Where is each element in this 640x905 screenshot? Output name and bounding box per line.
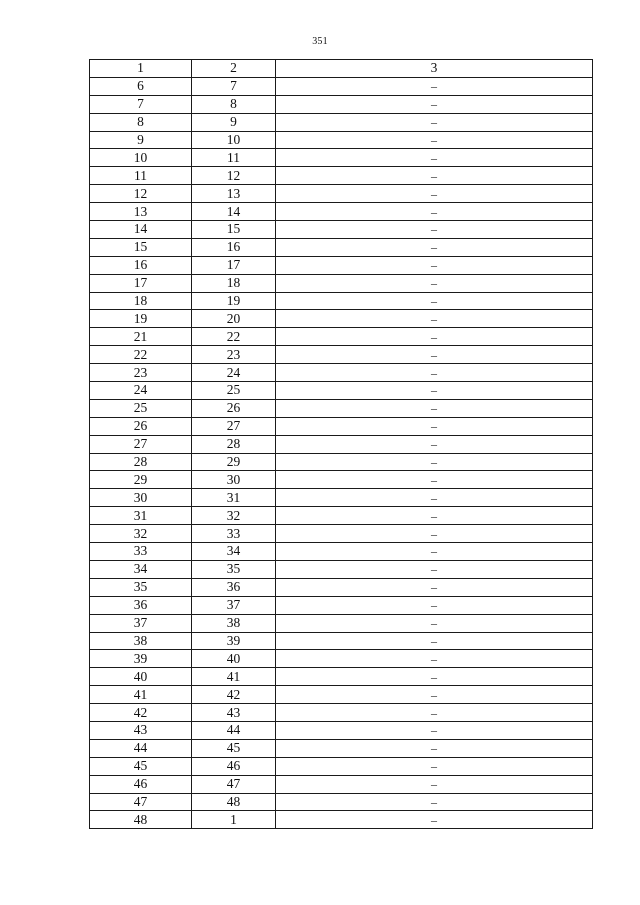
table-cell-col-3: – [276,274,593,292]
table-cell-col-1: 42 [90,704,192,722]
table-cell-col-2: 40 [192,650,276,668]
table-cell-col-3: – [276,203,593,221]
table-cell-col-3: – [276,328,593,346]
table-cell-col-1: 36 [90,596,192,614]
table-row [90,596,593,614]
table-cell-col-3: – [276,632,593,650]
column-header-2: 2 [192,60,276,78]
table-cell-col-1: 14 [90,221,192,239]
table-cell-col-1: 16 [90,256,192,274]
table-cell-col-1: 24 [90,382,192,400]
table-row [90,775,593,793]
table-cell-col-3: – [276,399,593,417]
table-row [90,811,593,829]
table-cell-col-2: 12 [192,167,276,185]
table-cell-col-2: 19 [192,292,276,310]
table-cell-col-3: – [276,364,593,382]
table-cell-col-1: 18 [90,292,192,310]
table-row [90,471,593,489]
table-cell-col-2: 10 [192,131,276,149]
table-cell-col-3: – [276,346,593,364]
table-cell-col-2: 27 [192,417,276,435]
table-cell-col-3: – [276,668,593,686]
table-cell-col-3: – [276,614,593,632]
table-row [90,453,593,471]
table-cell-col-2: 15 [192,221,276,239]
table-row [90,346,593,364]
table-cell-col-2: 48 [192,793,276,811]
table-row [90,167,593,185]
table-cell-col-2: 34 [192,543,276,561]
table-row [90,113,593,131]
table-row [90,507,593,525]
table-cell-col-1: 38 [90,632,192,650]
table-cell-col-3: – [276,77,593,95]
table-cell-col-1: 43 [90,721,192,739]
table-row [90,543,593,561]
table-cell-col-1: 10 [90,149,192,167]
table-row [90,525,593,543]
table-cell-col-2: 42 [192,686,276,704]
table-row [90,149,593,167]
column-header-3: 3 [276,60,593,78]
table-cell-col-3: – [276,310,593,328]
table-row [90,203,593,221]
table-cell-col-1: 35 [90,578,192,596]
table-cell-col-1: 22 [90,346,192,364]
table-row [90,489,593,507]
table-cell-col-2: 30 [192,471,276,489]
table-cell-col-1: 47 [90,793,192,811]
table-cell-col-1: 11 [90,167,192,185]
table-cell-col-3: – [276,686,593,704]
table-cell-col-2: 20 [192,310,276,328]
table-cell-col-3: – [276,417,593,435]
table-cell-col-3: – [276,650,593,668]
table-cell-col-2: 32 [192,507,276,525]
table-cell-col-1: 9 [90,131,192,149]
table-cell-col-1: 27 [90,435,192,453]
table-cell-col-2: 7 [192,77,276,95]
table-row [90,256,593,274]
table-cell-col-1: 12 [90,185,192,203]
table-row [90,650,593,668]
table-cell-col-2: 17 [192,256,276,274]
table-cell-col-2: 13 [192,185,276,203]
table-cell-col-2: 11 [192,149,276,167]
table-cell-col-2: 29 [192,453,276,471]
table-cell-col-2: 46 [192,757,276,775]
table-cell-col-1: 21 [90,328,192,346]
table-cell-col-3: – [276,185,593,203]
table-cell-col-2: 9 [192,113,276,131]
table-cell-col-1: 32 [90,525,192,543]
table-cell-col-2: 36 [192,578,276,596]
page-number: 351 [312,36,328,47]
table-cell-col-2: 33 [192,525,276,543]
column-header-1: 1 [90,60,192,78]
table-cell-col-1: 39 [90,650,192,668]
table-cell-col-2: 44 [192,721,276,739]
table-row [90,686,593,704]
table-cell-col-1: 25 [90,399,192,417]
header-row [90,60,593,78]
table-cell-col-2: 25 [192,382,276,400]
table-cell-col-2: 22 [192,328,276,346]
table-cell-col-3: – [276,95,593,113]
table-row [90,614,593,632]
table-cell-col-2: 26 [192,399,276,417]
table-cell-col-2: 16 [192,238,276,256]
table-cell-col-1: 6 [90,77,192,95]
table-cell-col-3: – [276,149,593,167]
table-cell-col-1: 44 [90,739,192,757]
table-row [90,185,593,203]
table-cell-col-2: 39 [192,632,276,650]
table-row [90,578,593,596]
table-cell-col-1: 45 [90,757,192,775]
table-body [90,77,593,828]
table-cell-col-3: – [276,543,593,561]
table-cell-col-2: 8 [192,95,276,113]
table-cell-col-1: 13 [90,203,192,221]
table-cell-col-2: 24 [192,364,276,382]
table-cell-col-1: 40 [90,668,192,686]
table-cell-col-3: – [276,739,593,757]
table-cell-col-2: 45 [192,739,276,757]
table-cell-col-3: – [276,382,593,400]
table-cell-col-3: – [276,704,593,722]
table-row [90,364,593,382]
table-row [90,560,593,578]
table-cell-col-3: – [276,721,593,739]
table-cell-col-3: – [276,238,593,256]
table-cell-col-2: 31 [192,489,276,507]
table-cell-col-2: 1 [192,811,276,829]
table-cell-col-3: – [276,811,593,829]
table-row [90,328,593,346]
table-cell-col-2: 41 [192,668,276,686]
table-row [90,221,593,239]
table-header [90,60,593,78]
table-cell-col-1: 28 [90,453,192,471]
table-cell-col-3: – [276,775,593,793]
table-cell-col-3: – [276,793,593,811]
table-cell-col-3: – [276,489,593,507]
table-row [90,131,593,149]
table-cell-col-3: – [276,525,593,543]
table-cell-col-1: 31 [90,507,192,525]
table-cell-col-3: – [276,453,593,471]
table-cell-col-3: – [276,167,593,185]
table-cell-col-3: – [276,560,593,578]
table-cell-col-1: 26 [90,417,192,435]
table-cell-col-3: – [276,435,593,453]
table-cell-col-1: 17 [90,274,192,292]
table-cell-col-2: 47 [192,775,276,793]
table-cell-col-3: – [276,507,593,525]
table-cell-col-1: 7 [90,95,192,113]
table-row [90,435,593,453]
table-cell-col-3: – [276,578,593,596]
table-row [90,668,593,686]
table-cell-col-1: 33 [90,543,192,561]
table-row [90,292,593,310]
table-cell-col-1: 23 [90,364,192,382]
table-cell-col-2: 38 [192,614,276,632]
table-cell-col-3: – [276,292,593,310]
table-row [90,417,593,435]
table-cell-col-2: 43 [192,704,276,722]
table-cell-col-1: 19 [90,310,192,328]
data-table [89,59,593,829]
table-cell-col-2: 37 [192,596,276,614]
table-cell-col-1: 8 [90,113,192,131]
table-row [90,238,593,256]
table-cell-col-2: 23 [192,346,276,364]
table-cell-col-1: 30 [90,489,192,507]
table-cell-col-1: 34 [90,560,192,578]
table-row [90,632,593,650]
table-row [90,739,593,757]
table-cell-col-3: – [276,757,593,775]
table-cell-col-1: 29 [90,471,192,489]
table-row [90,310,593,328]
table-row [90,793,593,811]
table-row [90,274,593,292]
table-cell-col-1: 48 [90,811,192,829]
table-row [90,382,593,400]
table-cell-col-1: 37 [90,614,192,632]
table-row [90,757,593,775]
table-cell-col-2: 14 [192,203,276,221]
table-row [90,721,593,739]
table-cell-col-3: – [276,256,593,274]
table-row [90,77,593,95]
table-cell-col-3: – [276,131,593,149]
table-row [90,399,593,417]
table-cell-col-2: 18 [192,274,276,292]
table-row [90,704,593,722]
table-cell-col-3: – [276,221,593,239]
table-cell-col-3: – [276,471,593,489]
table-cell-col-1: 41 [90,686,192,704]
table-cell-col-2: 28 [192,435,276,453]
table-cell-col-1: 46 [90,775,192,793]
table-cell-col-1: 15 [90,238,192,256]
table-cell-col-3: – [276,596,593,614]
table-cell-col-3: – [276,113,593,131]
table-cell-col-2: 35 [192,560,276,578]
table-row [90,95,593,113]
